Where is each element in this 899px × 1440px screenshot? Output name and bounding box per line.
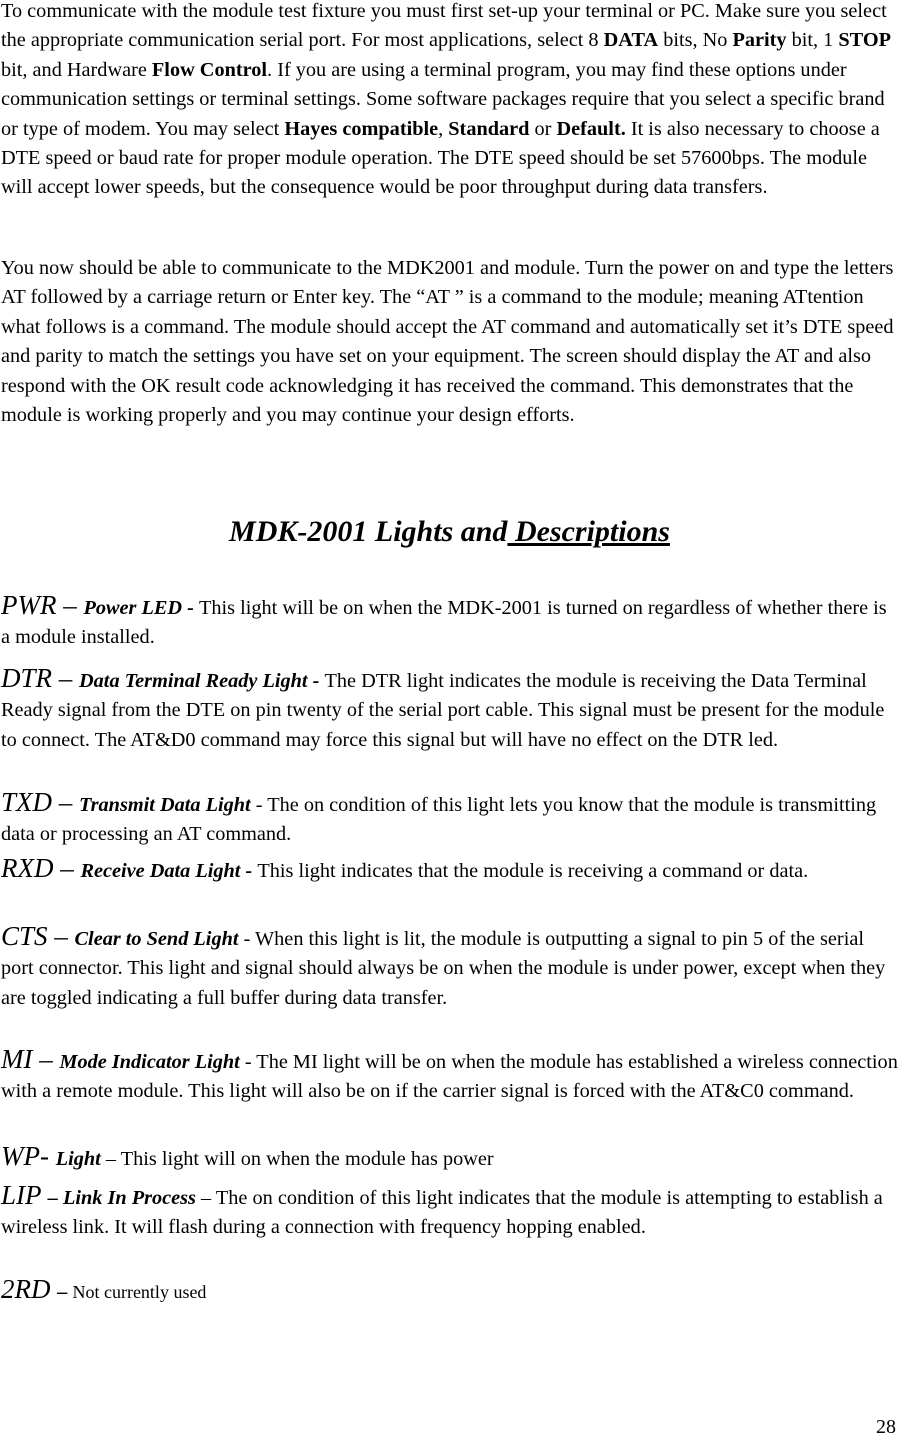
hayes-term: Hayes compatible [284,117,439,140]
light-description: - The on condition of this light lets you know that the module is transmitting data or processing an AT command. [1,794,877,846]
light-code: MI – [1,1044,60,1074]
light-description: – This light will on when the module has power [100,1148,494,1170]
light-name: Power LED - [83,597,199,619]
text: bit, and Hardware [1,58,152,81]
text: To communicate with the module test fixture you must first set-up your terminal or PC. Make sure you select the appropriate communication serial port. For most applications, select 8 [1,0,887,52]
light-entry-2rd [1,1275,898,1307]
light-name: Data Terminal Ready Light - [79,670,325,692]
light-name: Light [55,1148,101,1170]
text: bit, 1 [786,29,839,52]
light-entry-wp [1,1142,898,1174]
standard-term: Standard [448,117,530,140]
light-name: Mode Indicator Light [59,1051,240,1073]
heading-text: MDK-2001 Lights and [229,515,508,548]
section-heading [0,512,899,552]
flow-control-term: Flow Control [151,58,268,81]
light-code: TXD – [1,787,80,817]
default-term: Default. [556,117,626,140]
light-code: 2RD [1,1274,58,1304]
page-number: 28 [876,1416,896,1438]
light-code: RXD – [1,853,81,883]
light-code: LIP [1,1180,48,1210]
light-name: Transmit Data Light [79,794,251,816]
heading-text-underlined: Descriptions [507,515,670,548]
light-name: – [57,1281,73,1303]
text: , [438,117,449,140]
light-code: WP- [1,1141,56,1171]
parity-term: Parity [732,29,787,52]
communication-paragraph: You now should be able to communicate to the MDK2001 and module. Turn the power on and type the letters AT followed by a carriage return or Enter key. The “AT ” is a command to the module; meaning ATtention what follows is a command. The module should accept the AT command and automatically set it’s DTE speed and parity to match the settings you have set on your equipment. The screen should display the AT and also respond with the OK result code acknowledging it has received the command. This demonstrates that the module is working properly and you may continue your design efforts. [1,257,894,427]
light-entry-pwr [1,591,898,653]
text: It is also necessary to choose a DTE speed or baud rate for proper module operation. The DTE speed should be set 57600bps. The module will accept lower speeds, but the consequence would be poor throughput during data transfers. [1,117,880,199]
text: or [529,117,557,140]
light-description: - When this light is lit, the module is outputting a signal to pin 5 of the serial port connector. This light and signal should always be on when the module is under power, except when they are toggled indicating a full buffer during data transfer. [1,928,886,1009]
light-code: DTR – [1,663,80,693]
light-entry-mi [1,1045,898,1107]
setup-paragraph [1,0,897,203]
light-code: PWR – [1,590,84,620]
light-description: - The MI light will be on when the module has established a wireless connection with a remote module. This light will also be on if the carrier signal is forced with the AT&C0 command. [1,1051,898,1103]
light-entry-dtr [1,664,898,755]
light-description: The DTR light indicates the module is receiving the Data Terminal Ready signal from the DTE on pin twenty of the serial port cable. This signal must be present for the module to connect. The AT&D0 command may force this signal but will have no effect on the DTR led. [1,670,885,751]
light-description: – The on condition of this light indicates that the module is attempting to establish a wireless link. It will flash during a connection with frequency hopping enabled. [1,1187,883,1239]
stop-term: STOP [838,29,892,52]
data-term: DATA [603,29,659,52]
light-entry-cts [1,922,898,1013]
light-name: Clear to Send Light [74,928,239,950]
text: . If you are using a terminal program, you may find these options under communication settings or terminal settings. Some software packages require that you select a specific brand or type of modem. You may select [1,58,885,140]
light-code: CTS – [1,921,75,951]
light-description: This light indicates that the module is receiving a command or data. [257,860,809,882]
light-description: This light will be on when the MDK-2001 is turned on regardless of whether there is a module installed. [1,597,887,649]
text: bits, No [658,29,733,52]
light-name: Receive Data Light - [80,860,258,882]
light-entry-lip [1,1181,898,1243]
light-name: – Link In Process [47,1187,196,1209]
light-description: Not currently used [72,1282,207,1302]
light-entry-rxd [1,854,898,886]
light-entry-txd [1,788,898,850]
